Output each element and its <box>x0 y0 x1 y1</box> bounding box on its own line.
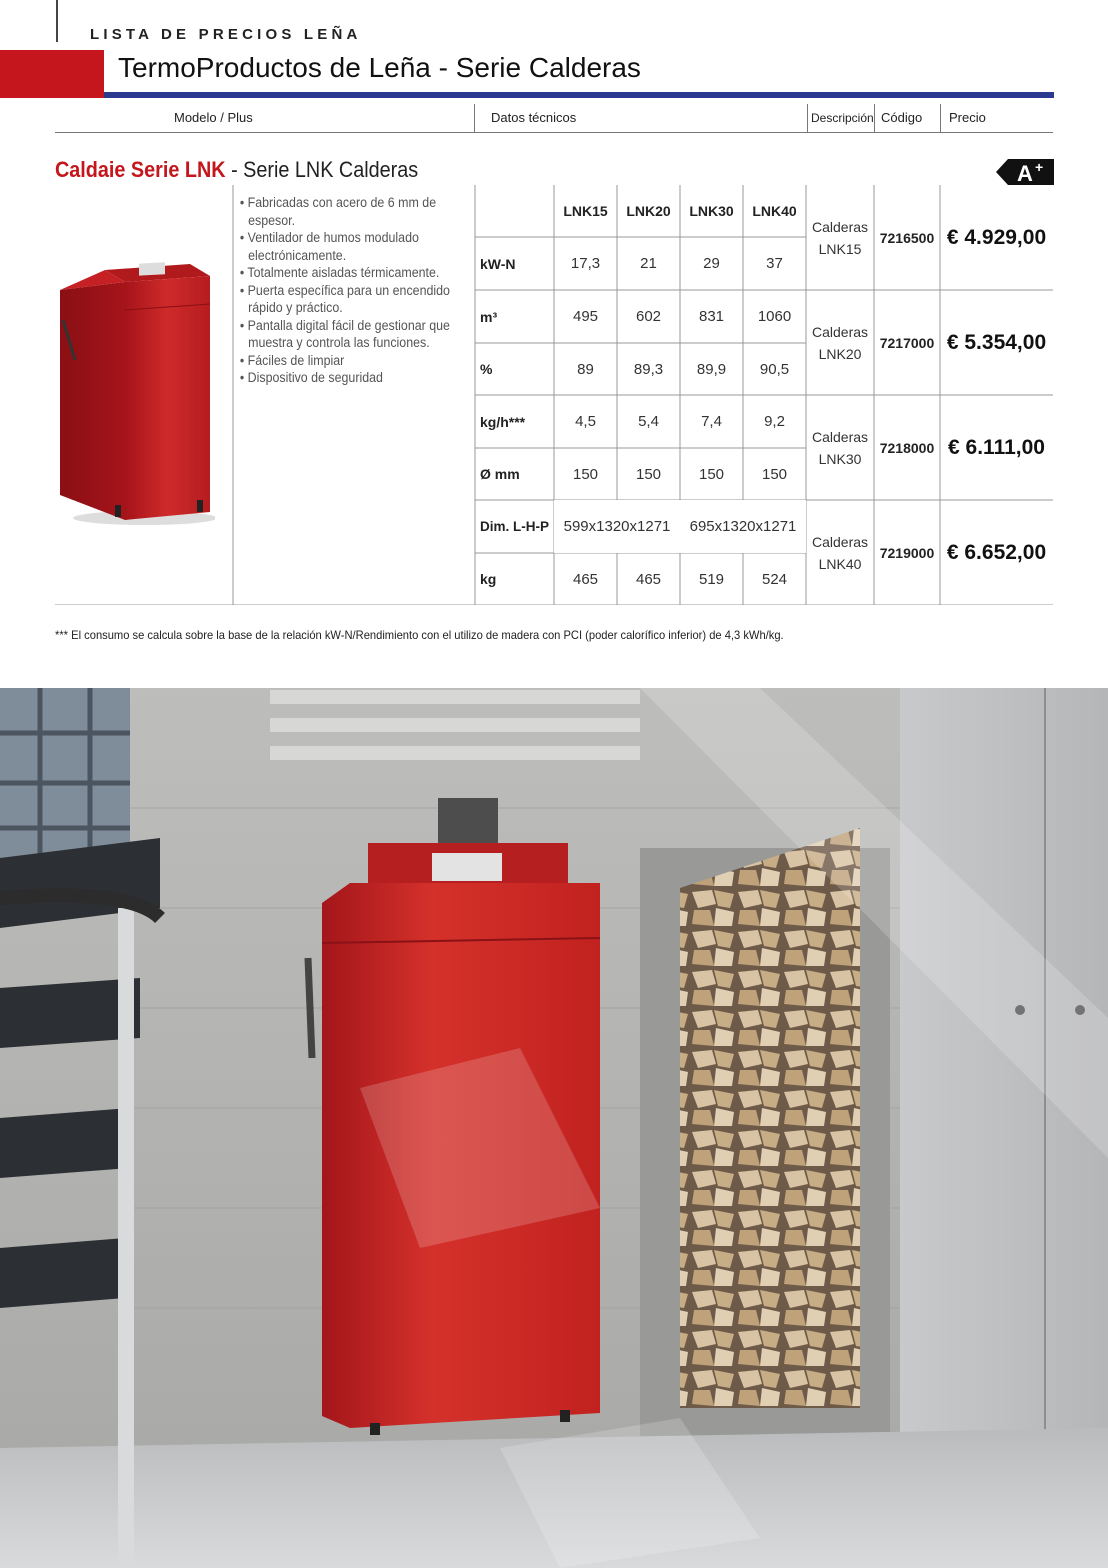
product-description <box>806 395 874 500</box>
spec-value: 4,5 <box>575 413 596 430</box>
product-price: € 6.652,00 <box>946 540 1047 564</box>
product-description <box>806 500 874 605</box>
product-price: € 5.354,00 <box>946 330 1047 354</box>
feature-text: Dispositivo de seguridad <box>247 370 383 385</box>
feature-text: Fabricadas con acero de 6 mm de espesor. <box>247 195 437 228</box>
product-price: € 4.929,00 <box>946 225 1047 249</box>
model-header: LNK20 <box>626 203 671 219</box>
spec-value: 7,4 <box>701 413 722 430</box>
col-codigo: Código <box>881 110 923 125</box>
section-title <box>55 157 418 183</box>
product-desc-type: Calderas <box>811 218 869 235</box>
energy-class-letter: A <box>1017 161 1033 185</box>
feature-item: • Fabricadas con acero de 6 mm de espesor. <box>239 195 437 228</box>
col-modelo: Modelo / Plus <box>174 110 253 125</box>
col-separator <box>940 104 941 132</box>
spec-value: 150 <box>698 465 725 483</box>
product-code: 7218000 <box>879 439 935 456</box>
product-desc-model: LNK15 <box>818 240 862 257</box>
section-title-subtitle: - Serie LNK Calderas <box>225 157 419 182</box>
product-desc-type: Calderas <box>811 323 869 340</box>
feature-text: Fáciles de limpiar <box>247 352 345 368</box>
spec-value: 831 <box>698 308 725 325</box>
spec-value: 89,3 <box>633 360 664 378</box>
spec-label: Ø mm <box>480 466 520 482</box>
col-descripcion: Descripción <box>811 111 874 125</box>
product-desc-model: LNK40 <box>818 555 862 572</box>
spec-value: 150 <box>761 465 788 483</box>
col-separator <box>807 104 808 132</box>
spec-label: m³ <box>480 308 498 325</box>
spec-label: kg <box>480 571 497 587</box>
model-header: LNK15 <box>563 203 608 219</box>
feature-text: Totalmente aisladas térmicamente. <box>247 265 440 280</box>
feature-text: Pantalla digital fácil de gestionar que muestra y controla las funciones. <box>247 317 450 350</box>
page-title: TermoProductos de Leña - Serie Calderas <box>118 52 641 83</box>
spec-value: 695x1320x1271 <box>680 500 806 553</box>
col-datos: Datos técnicos <box>491 110 577 125</box>
spec-value: 524 <box>761 570 788 588</box>
spec-label: kW-N <box>480 255 516 272</box>
col-separator <box>874 104 875 132</box>
spec-value: 150 <box>572 465 599 483</box>
model-header: LNK40 <box>752 203 797 219</box>
feature-item: • Dispositivo de seguridad <box>239 370 383 385</box>
spec-value: 29 <box>703 255 720 272</box>
product-description <box>806 185 874 290</box>
col-precio: Precio <box>949 110 986 125</box>
spec-value: 602 <box>635 308 662 325</box>
product-price: € 6.111,00 <box>948 435 1045 459</box>
feature-item: • Pantalla digital fácil de gestionar que muestra y controla las funciones. <box>239 317 450 350</box>
spec-value: 495 <box>572 308 599 325</box>
spec-value: 37 <box>766 255 783 272</box>
spec-value: 21 <box>640 255 657 272</box>
section-title-series: Caldaie Serie LNK <box>55 157 226 182</box>
page-kicker: LISTA DE PRECIOS LEÑA <box>90 26 362 43</box>
spec-value: 5,4 <box>638 413 659 430</box>
product-code: 7217000 <box>879 334 935 351</box>
spec-value: 9,2 <box>764 413 785 430</box>
spec-value: 89 <box>577 360 594 378</box>
spec-value: 465 <box>572 570 599 588</box>
feature-text: Ventilador de humos modulado electrónicamente. <box>247 230 419 263</box>
feature-item: • Ventilador de humos modulado electrónicamente. <box>239 230 419 263</box>
column-header-row <box>55 104 1053 133</box>
footnote: *** El consumo se calcula sobre la base de la relación kW-N/Rendimiento con el utilizo de madera con PCI (poder calorífico inferior) de 4,3 kWh/kg. <box>55 628 784 642</box>
spec-value: 150 <box>635 465 662 483</box>
brand-red-bar <box>0 50 104 98</box>
product-desc-type: Calderas <box>811 533 869 550</box>
spec-label: % <box>480 361 493 377</box>
feature-text: Puerta específica para un encendido rápido y práctico. <box>247 282 450 315</box>
spec-label: Dim. L-H-P <box>480 519 549 534</box>
spec-price-table <box>55 185 1053 605</box>
spec-value: 599x1320x1271 <box>554 500 680 553</box>
model-header: LNK30 <box>689 203 734 219</box>
product-desc-type: Calderas <box>811 428 869 445</box>
feature-item: • Fáciles de limpiar <box>239 352 345 368</box>
header-divider <box>56 0 58 42</box>
spec-value: 17,3 <box>570 255 601 272</box>
brand-blue-bar <box>104 92 1054 98</box>
spec-value: 89,9 <box>696 360 727 378</box>
spec-value: 90,5 <box>759 360 790 378</box>
boiler-room-photo <box>0 688 1108 1568</box>
spec-value: 519 <box>698 570 725 588</box>
product-desc-model: LNK20 <box>818 345 862 362</box>
spec-value: 1060 <box>757 308 792 325</box>
feature-item: • Puerta específica para un encendido rápido y práctico. <box>239 282 450 315</box>
product-description <box>806 290 874 395</box>
spec-label: kg/h*** <box>480 413 526 430</box>
product-code: 7216500 <box>879 229 935 246</box>
spec-value: 465 <box>635 570 662 588</box>
col-separator <box>474 104 475 132</box>
feature-item: • Totalmente aisladas térmicamente. <box>239 265 440 280</box>
product-desc-model: LNK30 <box>818 450 862 467</box>
energy-class-plus: + <box>1035 159 1044 175</box>
energy-class-badge <box>996 159 1054 185</box>
product-code: 7219000 <box>879 544 935 561</box>
